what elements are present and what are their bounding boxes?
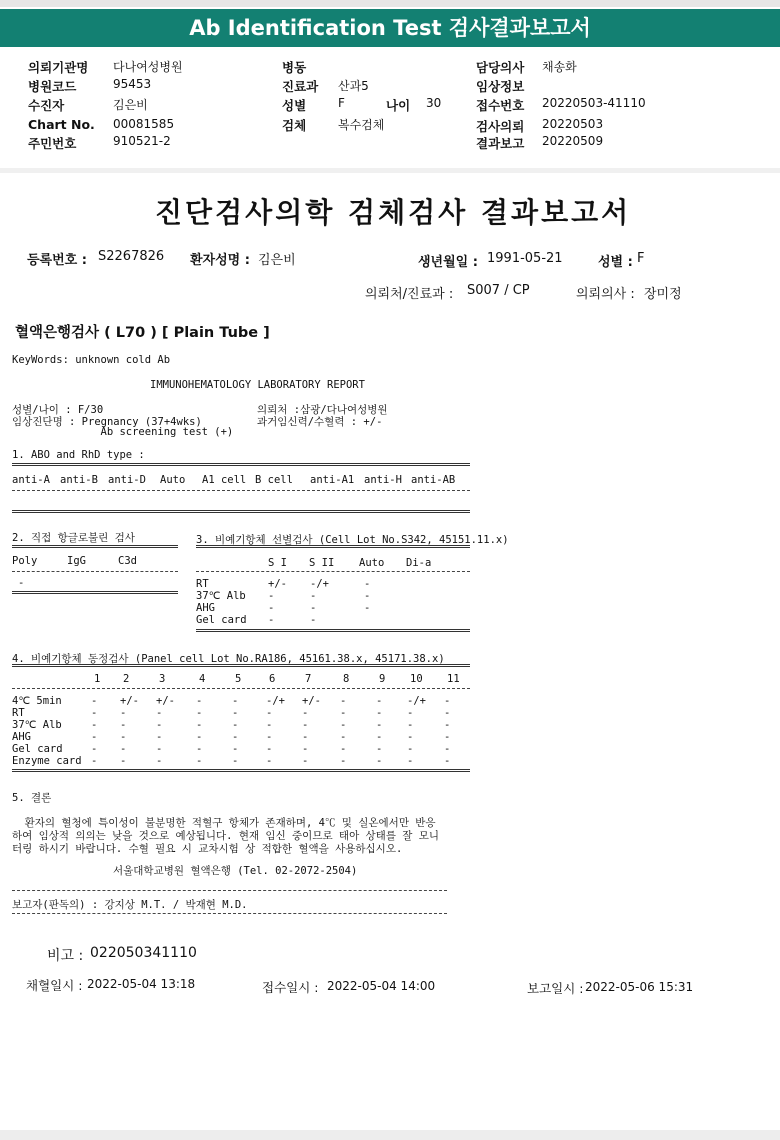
header-label: 병동 bbox=[282, 60, 307, 75]
s4-header-cell: 6 bbox=[269, 673, 276, 685]
header-label: 수진자 bbox=[28, 98, 65, 113]
s4-header-cell: 11 bbox=[447, 673, 460, 685]
s4-cell: - bbox=[91, 731, 98, 743]
header-value: 20220503-41110 bbox=[542, 96, 646, 110]
s4-cell: - bbox=[196, 719, 203, 731]
patient-value: 김은비 bbox=[258, 253, 296, 268]
header-label: 성별 bbox=[282, 98, 307, 113]
s3-row-label: AHG bbox=[196, 602, 215, 614]
s1-header-cell: anti-D bbox=[108, 474, 146, 486]
s2-title: 2. 직접 항글로불린 검사 bbox=[12, 532, 135, 544]
s2-header-cell: IgG bbox=[67, 555, 86, 567]
s4-cell: - bbox=[407, 707, 414, 719]
s4-row-label: 37℃ Alb bbox=[12, 719, 62, 731]
reporter-rule-top bbox=[12, 890, 447, 891]
s4-cell: -/+ bbox=[266, 695, 285, 707]
header-value: 다나여성병원 bbox=[113, 60, 183, 74]
conclusion-line-3: 터링 하시기 바랍니다. 수혈 필요 시 교차시험 상 적합한 혈액을 사용하십시오. bbox=[12, 843, 403, 855]
s4-cell: - bbox=[266, 707, 273, 719]
s4-cell: - bbox=[156, 755, 163, 767]
header-value: 910521-2 bbox=[113, 134, 171, 148]
s1-header-cell: anti-AB bbox=[411, 474, 456, 486]
s1-header-cell: B cell bbox=[255, 474, 293, 486]
s3-header-cell: S I bbox=[268, 557, 287, 569]
note-value: 022050341110 bbox=[90, 945, 197, 961]
s4-cell: - bbox=[376, 755, 383, 767]
s4-header-cell: 2 bbox=[123, 673, 130, 685]
s4-cell: - bbox=[340, 695, 347, 707]
s4-cell: - bbox=[156, 707, 163, 719]
header-value: 산과5 bbox=[338, 79, 369, 93]
info-referrer: 의뢰처 :삼광/다나여성병원 bbox=[257, 404, 388, 416]
lab-title: IMMUNOHEMATOLOGY LABORATORY REPORT bbox=[150, 379, 365, 391]
keywords: KeyWords: unknown cold Ab bbox=[12, 354, 171, 366]
s3-row-label: RT bbox=[196, 578, 209, 590]
s4-cell: - bbox=[91, 743, 98, 755]
s2-header-cell: C3d bbox=[118, 555, 137, 567]
s4-cell: - bbox=[120, 719, 127, 731]
report-title: 진단검사의학 검체검사 결과보고서 bbox=[155, 196, 632, 229]
s4-cell: - bbox=[376, 695, 383, 707]
s3-title: 3. 비예기항체 선별검사 (Cell Lot No.S342, 45151.11.x) bbox=[196, 534, 509, 546]
s4-cell: - bbox=[302, 743, 309, 755]
header-label: 의뢰기관명 bbox=[28, 60, 89, 75]
s4-row-label: Gel card bbox=[12, 743, 63, 755]
s3-cell: - bbox=[268, 590, 275, 602]
s4-cell: - bbox=[196, 743, 203, 755]
collect-value: 2022-05-04 13:18 bbox=[87, 977, 196, 991]
s1-header-cell: Auto bbox=[160, 474, 186, 486]
s4-rule-top bbox=[12, 664, 470, 667]
header-value: 채송화 bbox=[542, 60, 577, 74]
s1-rule-top bbox=[12, 463, 470, 466]
conclusion-line-2: 하여 임상적 의의는 낮을 것으로 예상됩니다. 현재 임신 중이므로 태아 상태를 잘 모니 bbox=[12, 830, 440, 842]
reporter-rule-bottom bbox=[12, 913, 447, 914]
s4-cell: - bbox=[266, 719, 273, 731]
header-value: 30 bbox=[426, 96, 442, 110]
s4-row-label: 4℃ 5min bbox=[12, 695, 62, 707]
s4-cell: - bbox=[196, 707, 203, 719]
s1-header-cell: anti-A1 bbox=[310, 474, 355, 486]
header-value: 복수검체 bbox=[338, 118, 385, 132]
s4-cell: - bbox=[340, 731, 347, 743]
s4-header-cell: 8 bbox=[343, 673, 350, 685]
s3-rule-mid bbox=[196, 571, 470, 572]
dept-label: 의뢰처/진료과 : bbox=[365, 287, 454, 302]
s4-cell: - bbox=[91, 695, 98, 707]
s4-cell: - bbox=[196, 755, 203, 767]
s4-cell: -/+ bbox=[407, 695, 426, 707]
s3-cell: - bbox=[364, 590, 371, 602]
s3-cell: - bbox=[268, 614, 275, 626]
s3-cell: +/- bbox=[268, 578, 287, 590]
s4-cell: - bbox=[302, 755, 309, 767]
s4-cell: - bbox=[156, 731, 163, 743]
s3-cell: - bbox=[310, 614, 317, 626]
s4-cell: - bbox=[407, 719, 414, 731]
header-label: 주민번호 bbox=[28, 136, 77, 151]
s4-cell: - bbox=[444, 755, 451, 767]
doctor-label: 의뢰의사 : bbox=[576, 287, 635, 302]
s4-title: 4. 비예기항체 동정검사 (Panel cell Lot No.RA186, 45161.38.x, 45171.38.x) bbox=[12, 653, 445, 665]
s4-header-cell: 9 bbox=[379, 673, 386, 685]
s4-cell: - bbox=[266, 731, 273, 743]
s4-cell: - bbox=[196, 695, 203, 707]
contact: 서울대학교병원 혈액은행 (Tel. 02-2072-2504) bbox=[113, 865, 358, 877]
s4-header-cell: 1 bbox=[94, 673, 101, 685]
s1-header-cell: anti-B bbox=[60, 474, 98, 486]
doctor-value: 장미정 bbox=[644, 287, 682, 302]
s2-header-cell: Poly bbox=[12, 555, 38, 567]
header-label: 임상정보 bbox=[476, 79, 525, 94]
s4-cell: - bbox=[120, 707, 127, 719]
info-sex-age: 성별/나이 : F/30 bbox=[12, 404, 104, 416]
sex-label: 성별 : bbox=[598, 255, 633, 270]
header-value: 00081585 bbox=[113, 117, 175, 131]
s1-header-cell: anti-A bbox=[12, 474, 50, 486]
s4-cell: - bbox=[156, 743, 163, 755]
s4-header-cell: 3 bbox=[159, 673, 166, 685]
dept-value: S007 / CP bbox=[467, 283, 530, 298]
s4-cell: - bbox=[91, 707, 98, 719]
s2-rule-bottom bbox=[12, 591, 178, 594]
header-label: 담당의사 bbox=[476, 60, 525, 75]
s4-cell: - bbox=[340, 743, 347, 755]
s3-header-cell: Di-a bbox=[406, 557, 432, 569]
s4-cell: - bbox=[232, 707, 239, 719]
section-title: 혈액은행검사 ( L70 ) [ Plain Tube ] bbox=[15, 325, 270, 341]
s4-cell: - bbox=[444, 707, 451, 719]
s4-cell: - bbox=[376, 743, 383, 755]
s3-cell: -/+ bbox=[310, 578, 329, 590]
info-diagnosis-2: Ab screening test (+) bbox=[12, 426, 234, 438]
s4-cell: - bbox=[156, 719, 163, 731]
s1-rule-bottom bbox=[12, 510, 470, 513]
s4-cell: - bbox=[444, 695, 451, 707]
s3-row-label: 37℃ Alb bbox=[196, 590, 246, 602]
s4-cell: - bbox=[120, 731, 127, 743]
s1-header-cell: A1 cell bbox=[202, 474, 247, 486]
header-value: 20220509 bbox=[542, 134, 604, 148]
s4-cell: - bbox=[340, 755, 347, 767]
s4-cell: - bbox=[91, 719, 98, 731]
s1-header-cell: anti-H bbox=[364, 474, 402, 486]
header-label: Chart No. bbox=[28, 117, 95, 132]
s4-cell: - bbox=[340, 719, 347, 731]
s4-cell: +/- bbox=[302, 695, 321, 707]
s4-cell: - bbox=[302, 731, 309, 743]
s3-cell: - bbox=[364, 602, 371, 614]
s4-row-label: Enzyme card bbox=[12, 755, 82, 767]
s4-cell: - bbox=[376, 719, 383, 731]
s4-cell: - bbox=[302, 707, 309, 719]
sex-value: F bbox=[637, 251, 645, 266]
s3-cell: - bbox=[268, 602, 275, 614]
s4-cell: - bbox=[302, 719, 309, 731]
s3-row-label: Gel card bbox=[196, 614, 247, 626]
top-divider bbox=[0, 0, 780, 7]
header-value: 95453 bbox=[113, 77, 152, 91]
reported-value: 2022-05-06 15:31 bbox=[585, 980, 694, 994]
s3-cell: - bbox=[310, 602, 317, 614]
s4-rule-bottom bbox=[12, 769, 470, 772]
s2-rule-mid bbox=[12, 571, 178, 572]
s4-cell: - bbox=[407, 731, 414, 743]
s4-cell: - bbox=[120, 743, 127, 755]
s4-cell: - bbox=[444, 719, 451, 731]
receive-label: 접수일시 : bbox=[262, 980, 319, 995]
collect-label: 채혈일시 : bbox=[26, 978, 83, 993]
s4-cell: +/- bbox=[156, 695, 175, 707]
reg-value: S2267826 bbox=[98, 249, 165, 264]
s4-cell: - bbox=[407, 743, 414, 755]
s4-row-label: RT bbox=[12, 707, 25, 719]
header-value: 20220503 bbox=[542, 117, 604, 131]
s4-row-label: AHG bbox=[12, 731, 31, 743]
s4-cell: - bbox=[376, 707, 383, 719]
s3-cell: - bbox=[310, 590, 317, 602]
info-history: 과거임신력/수혈력 : +/- bbox=[257, 416, 383, 428]
s4-header-cell: 10 bbox=[410, 673, 423, 685]
header-value: 김은비 bbox=[113, 98, 148, 112]
s4-cell: - bbox=[232, 719, 239, 731]
s4-cell: - bbox=[340, 707, 347, 719]
bottom-divider bbox=[0, 1130, 780, 1140]
s2-rule-top bbox=[12, 545, 178, 548]
header-label: 접수번호 bbox=[476, 98, 525, 113]
reporter: 보고자(판독의) : 강지상 M.T. / 박재현 M.D. bbox=[12, 899, 248, 911]
s4-cell: - bbox=[266, 743, 273, 755]
s4-cell: - bbox=[444, 743, 451, 755]
s4-rule-mid bbox=[12, 688, 470, 689]
info-diagnosis: 임상진단명 : Pregnancy (37+4wks) bbox=[12, 416, 202, 428]
s4-cell: - bbox=[120, 755, 127, 767]
s4-cell: +/- bbox=[120, 695, 139, 707]
header-label: 진료과 bbox=[282, 79, 319, 94]
receive-value: 2022-05-04 14:00 bbox=[327, 979, 436, 993]
reg-label: 등록번호 : bbox=[27, 253, 87, 268]
s2-value: - bbox=[18, 577, 25, 589]
header-label: 병원코드 bbox=[28, 79, 77, 94]
s4-header-cell: 5 bbox=[235, 673, 242, 685]
note-label: 비고 : bbox=[47, 948, 84, 964]
header-label: 검체 bbox=[282, 118, 307, 133]
s5-title: 5. 결론 bbox=[12, 792, 52, 804]
dob-label: 생년월일 : bbox=[418, 255, 478, 270]
s4-cell: - bbox=[444, 731, 451, 743]
s4-header-cell: 4 bbox=[199, 673, 206, 685]
conclusion-line-1: 환자의 혈청에 특이성이 불분명한 적혈구 항체가 존재하며, 4℃ 및 실온에서만 반응 bbox=[12, 817, 436, 829]
s4-cell: - bbox=[91, 755, 98, 767]
s4-cell: - bbox=[232, 743, 239, 755]
report-paper bbox=[0, 168, 780, 1135]
s4-cell: - bbox=[232, 755, 239, 767]
s3-rule-bottom bbox=[196, 629, 470, 632]
dob-value: 1991-05-21 bbox=[487, 251, 563, 266]
s3-header-cell: S II bbox=[309, 557, 335, 569]
header-label: 결과보고 bbox=[476, 136, 525, 151]
header-label: 검사의뢰 bbox=[476, 119, 525, 134]
s4-cell: - bbox=[196, 731, 203, 743]
s4-cell: - bbox=[232, 731, 239, 743]
s3-cell: - bbox=[364, 578, 371, 590]
s3-header-cell: Auto bbox=[359, 557, 385, 569]
s4-cell: - bbox=[407, 755, 414, 767]
reported-label: 보고일시 : bbox=[527, 981, 584, 996]
s4-cell: - bbox=[266, 755, 273, 767]
s1-title: 1. ABO and RhD type : bbox=[12, 449, 145, 461]
page-title: Ab Identification Test 검사결과보고서 bbox=[0, 9, 780, 47]
s3-rule-top bbox=[196, 545, 470, 548]
s4-cell: - bbox=[376, 731, 383, 743]
s4-cell: - bbox=[232, 695, 239, 707]
header-label: 나이 bbox=[386, 98, 411, 113]
patient-label: 환자성명 : bbox=[190, 253, 250, 268]
header-value: F bbox=[338, 96, 345, 110]
s1-rule-mid bbox=[12, 490, 470, 491]
s4-header-cell: 7 bbox=[305, 673, 312, 685]
